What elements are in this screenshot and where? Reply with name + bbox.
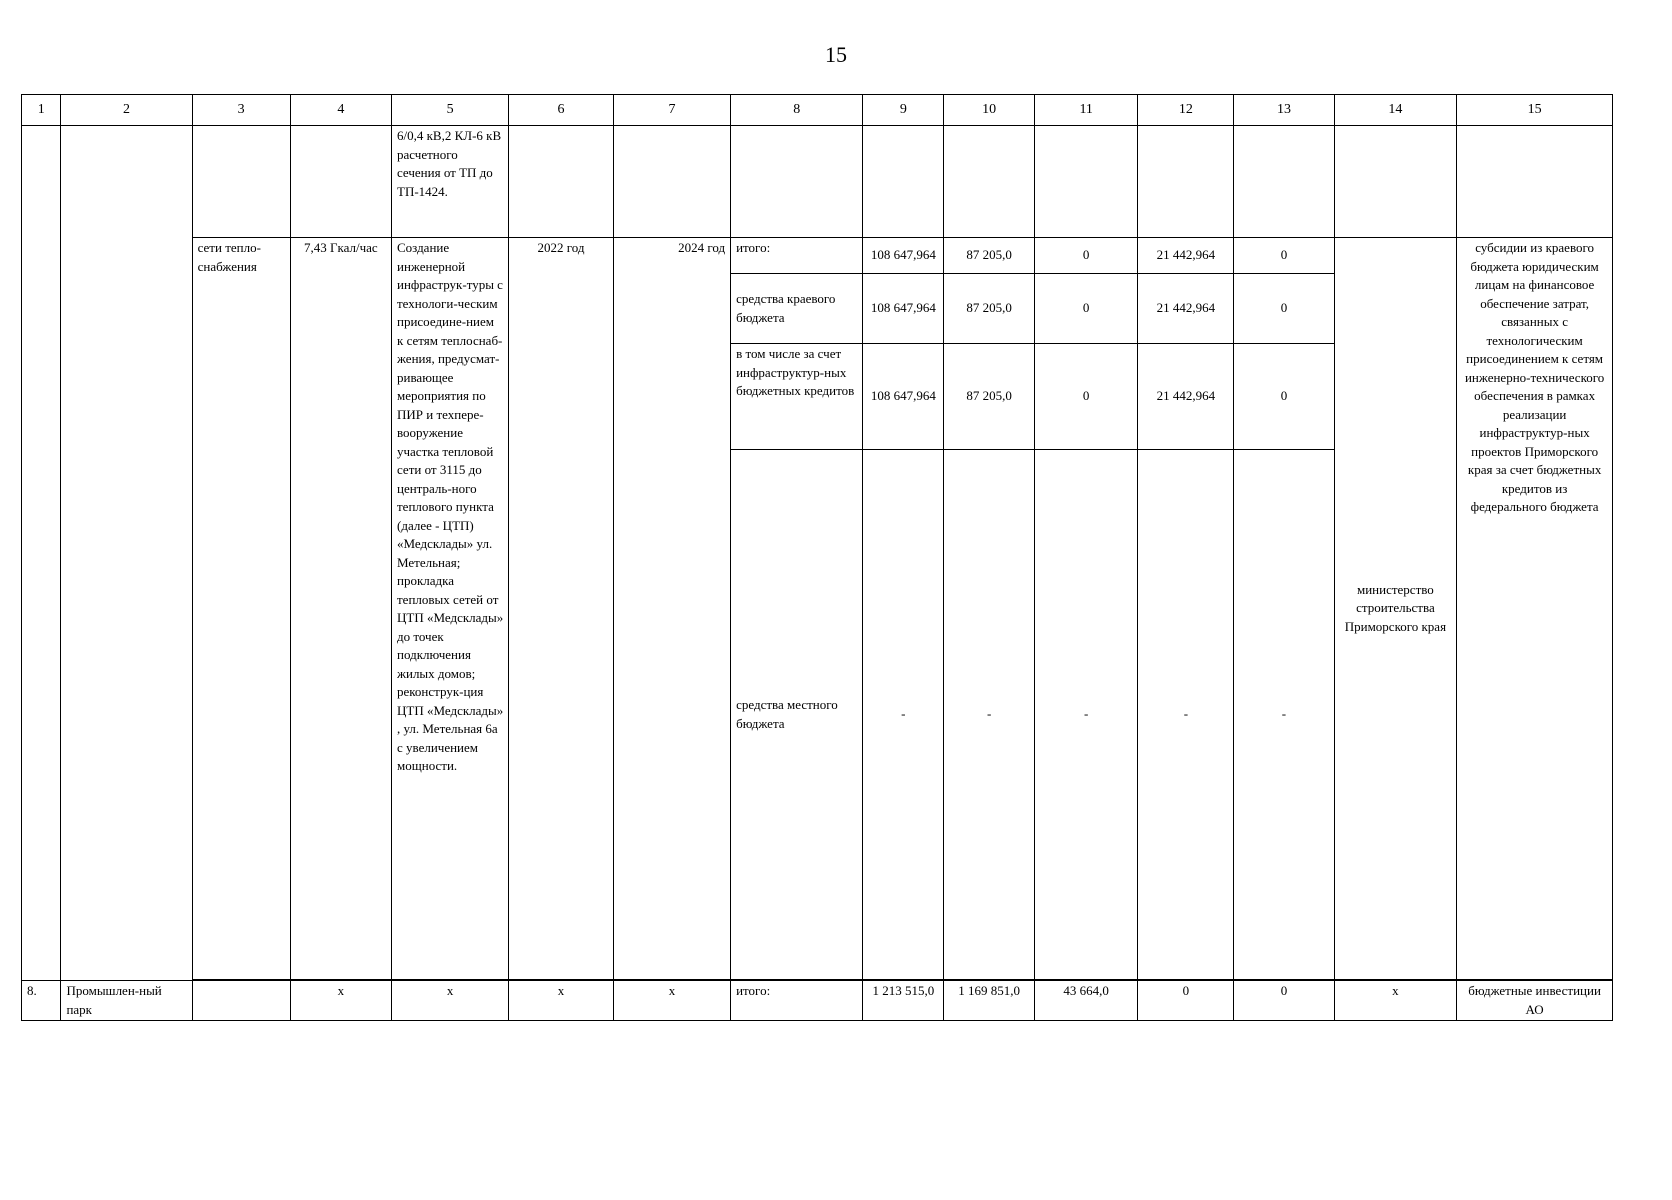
cell-value: - [1234,450,1334,980]
cell-source-label: в том числе за счет инфраструктур-ных бюджетных кредитов [731,344,863,450]
table-row [22,126,1613,238]
cell-value: 43 664,0 [1034,981,1137,1021]
header-cell: 3 [192,95,290,126]
cell-start-year: 2022 год [509,238,614,980]
cell-start-year: х [509,981,614,1021]
cell-col1 [22,126,61,981]
cell-value: 0 [1034,344,1137,450]
cell-end-year: х [613,981,730,1021]
header-cell: 10 [944,95,1035,126]
cell-funding-note: бюджетные инвестиции АО [1457,981,1613,1021]
header-cell: 9 [863,95,944,126]
cell-responsible-body: х [1334,981,1457,1021]
header-cell: 7 [613,95,730,126]
header-cell: 15 [1457,95,1613,126]
cell-value: 87 205,0 [944,274,1035,344]
cell-description-continued: 6/0,4 кВ,2 КЛ-6 кВ расчетного сечения от ТП до ТП-1424. [392,126,509,238]
cell-object-type [192,981,290,1021]
cell-end-year: 2024 год [613,238,730,980]
cell-col9 [863,126,944,238]
cell-col2 [61,126,192,981]
cell-col3 [192,126,290,238]
cell-source-label: средства местного бюджета [731,450,863,980]
cell-value: 1 213 515,0 [863,981,944,1021]
header-cell: 12 [1138,95,1234,126]
cell-value: 108 647,964 [863,238,944,274]
cell-col15 [1457,126,1613,238]
cell-project-name: Промышлен-ный парк [61,981,192,1021]
cell-value: 0 [1234,344,1334,450]
cell-value: 108 647,964 [863,344,944,450]
cell-value: 0 [1234,981,1334,1021]
cell-col12 [1138,126,1234,238]
cell-responsible-body: министерство строительства Приморского края [1334,238,1457,980]
cell-col10 [944,126,1035,238]
cell-value: 0 [1138,981,1234,1021]
cell-col13 [1234,126,1334,238]
budget-table [21,94,1613,1021]
cell-value: - [1034,450,1137,980]
header-cell: 11 [1034,95,1137,126]
cell-col4 [290,126,391,238]
cell-value: 21 442,964 [1138,344,1234,450]
cell-value: 0 [1034,238,1137,274]
cell-capacity: х [290,981,391,1021]
header-cell: 5 [392,95,509,126]
cell-value: - [1138,450,1234,980]
cell-col6 [509,126,614,238]
cell-col7 [613,126,730,238]
cell-value: 108 647,964 [863,274,944,344]
table-row [22,238,1613,274]
cell-value: 21 442,964 [1138,238,1234,274]
cell-source-label: итого: [731,238,863,274]
cell-value: 87 205,0 [944,344,1035,450]
page-number: 15 [825,42,847,67]
header-cell: 2 [61,95,192,126]
cell-description: Создание инженерной инфраструк-туры с технологи-ческим присоедине-нием к сетям теплоснаб-жения, предусмат-ривающее мероприятия по ПИР и техпере-вооружение участка тепловой сети от 3115 до централь-ного теплового пункта (далее - ЦТП) «Медсклады» ул. Метельная; прокладка тепловых сетей от ЦТП «Медсклады» до точек подключения жилых домов; реконструк-ция ЦТП «Медсклады» , ул. Метельная 6а с увеличением мощности. [392,238,509,980]
table-row [22,981,1613,1021]
cell-object-type: сети тепло-снабжения [192,238,290,980]
cell-col8 [731,126,863,238]
cell-col14 [1334,126,1457,238]
cell-value: - [863,450,944,980]
cell-capacity: 7,43 Гкал/час [290,238,391,980]
cell-source-label: итого: [731,981,863,1021]
cell-value: 0 [1034,274,1137,344]
cell-value: 1 169 851,0 [944,981,1035,1021]
header-cell: 6 [509,95,614,126]
cell-source-label: средства краевого бюджета [731,274,863,344]
cell-funding-note: субсидии из краевого бюджета юридическим лицам на финансовое обеспечение затрат, связанных с технологическим присоединением к сетям инженерно-технического обеспечения в рамках реализации инфраструктур-ных проектов Приморского края за счет бюджетных кредитов из федерального бюджета [1457,238,1613,980]
header-cell: 1 [22,95,61,126]
cell-value: 0 [1234,238,1334,274]
cell-value: 0 [1234,274,1334,344]
cell-col11 [1034,126,1137,238]
cell-value: 21 442,964 [1138,274,1234,344]
cell-value: 87 205,0 [944,238,1035,274]
cell-description: х [392,981,509,1021]
header-cell: 4 [290,95,391,126]
cell-value: - [944,450,1035,980]
header-cell: 8 [731,95,863,126]
header-row [22,95,1613,126]
cell-row-number: 8. [22,981,61,1021]
header-cell: 13 [1234,95,1334,126]
header-cell: 14 [1334,95,1457,126]
